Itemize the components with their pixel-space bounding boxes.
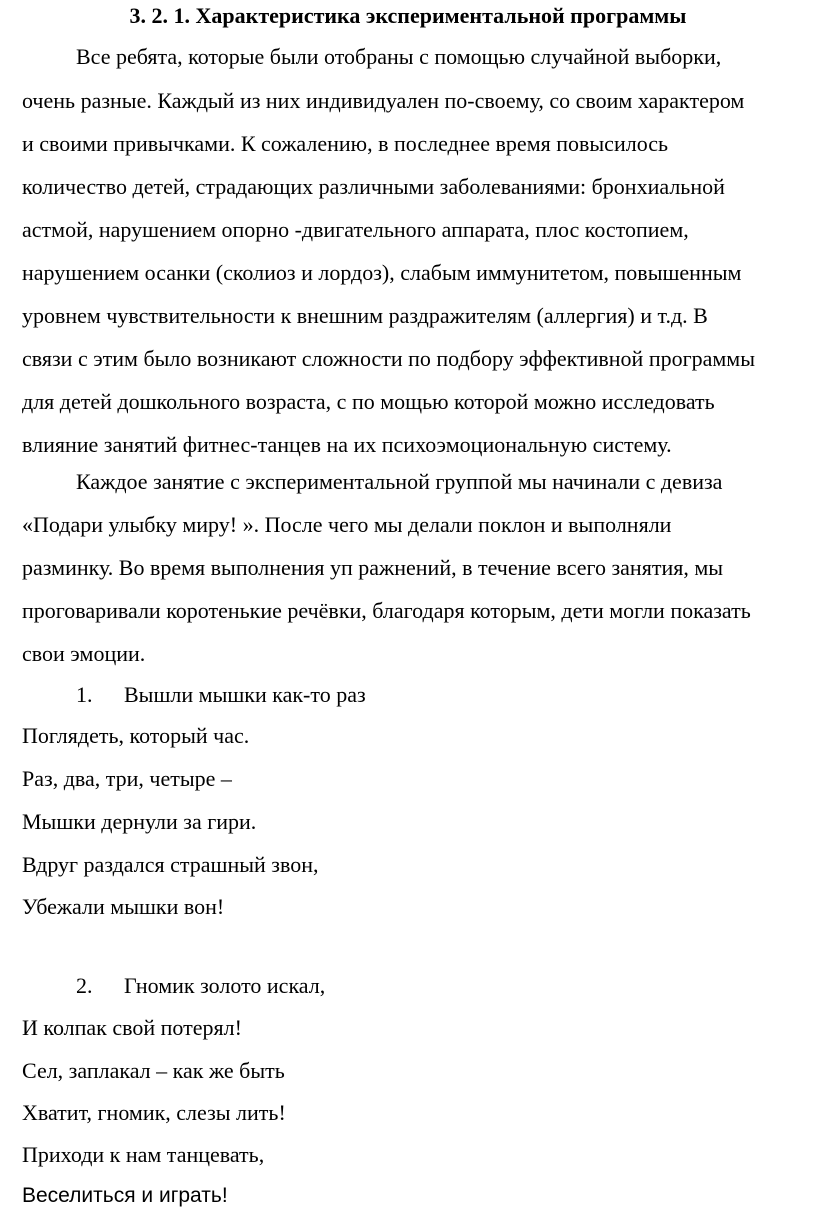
poem-line: Вышли мышки как-то раз: [124, 682, 366, 707]
paragraph-line: «Подари улыбку миру! ». После чего мы делали поклон и выполняли: [22, 512, 672, 537]
poem-line: Убежали мышки вон!: [22, 894, 225, 919]
paragraph-line: для детей дошкольного возраста, с по мощью которой можно исследовать: [22, 389, 715, 414]
list-number: 1.: [76, 682, 93, 707]
poem-line: Гномик золото искал,: [124, 973, 326, 998]
paragraph-line: Все ребята, которые были отобраны с помощью случайной выборки,: [76, 44, 722, 69]
paragraph-line: очень разные. Каждый из них индивидуален по-своему, со своим характером: [22, 88, 745, 113]
poem-line: И колпак свой потерял!: [22, 1015, 242, 1040]
paragraph-line: количество детей, страдающих различными заболеваниями: бронхиальной: [22, 174, 725, 199]
paragraph-line: нарушением осанки (сколиоз и лордоз), слабым иммунитетом, повышенным: [22, 260, 742, 285]
paragraph-line: связи с этим было возникают сложности по подбору эффективной программы: [22, 346, 756, 371]
section-heading: 3. 2. 1. Характеристика экспериментальной программы: [129, 3, 687, 28]
poem-line: Сел, заплакал – как же быть: [22, 1058, 285, 1083]
paragraph-line: свои эмоции.: [22, 641, 146, 666]
paragraph-line: и своими привычками. К сожалению, в последнее время повысилось: [22, 131, 669, 156]
paragraph-line: влияние занятий фитнес-танцев на их психоэмоциональную систему.: [22, 432, 672, 457]
poem-line: Приходи к нам танцевать,: [22, 1142, 265, 1167]
poem-line: Мышки дернули за гири.: [22, 809, 257, 834]
paragraph-line: Каждое занятие с экспериментальной группой мы начинали с девиза: [76, 469, 723, 494]
paragraph-line: проговаривали коротенькие речёвки, благодаря которым, дети могли показать: [22, 598, 751, 623]
poem-line: Поглядеть, который час.: [22, 723, 250, 748]
poem-line: Хватит, гномик, слезы лить!: [22, 1100, 286, 1125]
paragraph-line: разминку. Во время выполнения уп ражнений, в течение всего занятия, мы: [22, 555, 724, 580]
poem-line: Вдруг раздался страшный звон,: [22, 852, 319, 877]
paragraph-line: астмой, нарушением опорно -двигательного аппарата, плос костопием,: [22, 217, 689, 242]
list-number: 2.: [76, 973, 93, 998]
poem-line: Раз, два, три, четыре –: [22, 766, 232, 791]
poem-line: Веселиться и играть!: [22, 1184, 228, 1207]
paragraph-line: уровнем чувствительности к внешним раздражителям (аллергия) и т.д. В: [22, 303, 708, 328]
